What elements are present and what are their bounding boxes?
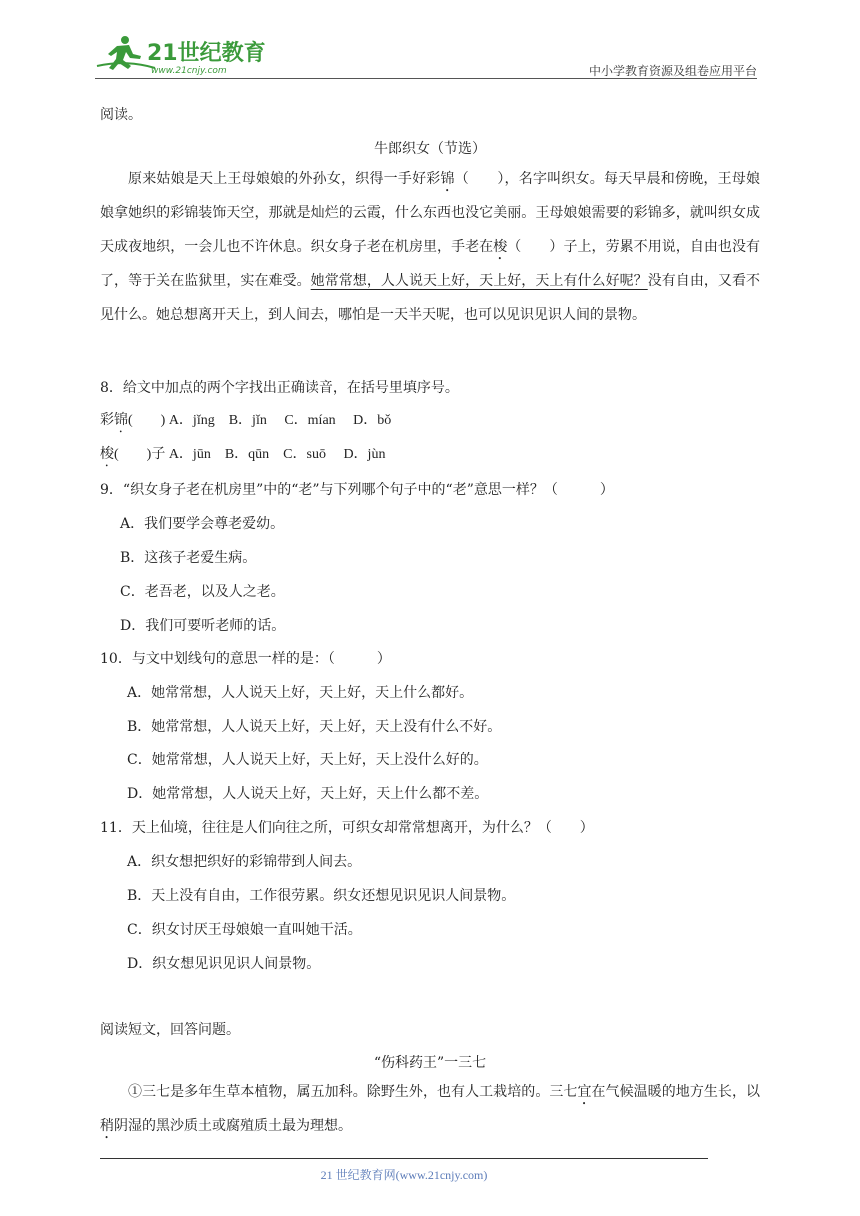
q9-option-c: C．老吾老，以及人之老。 xyxy=(120,584,285,600)
page-header xyxy=(95,32,757,78)
passage-text-3: （ ）子上，劳累不用说，自由也没有了，等于关在监狱里，实在难受。 xyxy=(100,239,761,289)
q10-option-d: D．她常常想，人人说天上好，天上好，天上什么都不差。 xyxy=(127,786,489,802)
platform-name: 中小学教育资源及组卷应用平台 xyxy=(588,64,757,78)
q9-option-d: D．我们可要听老师的话。 xyxy=(120,618,286,634)
q11-stem: 11．天上仙境，往往是人们向往之所，可织女却常常想离开，为什么？（ ） xyxy=(100,820,594,836)
reading1-intro: 阅读。 xyxy=(100,107,142,123)
q10-option-a: A．她常常想，人人说天上好，天上好，天上什么都好。 xyxy=(127,685,474,701)
q11-option-c: C．织女讨厌王母娘娘一直叫她干活。 xyxy=(127,922,362,938)
passage-text-4: 没有自由，又看不见什么。她总想离开天上，到人间去，哪怕是一天半天呢，也可以见识见识人间的景物。 xyxy=(100,273,761,323)
q8-line1-options: ( ) A．jǐng B．jǐn C．mían D．bǒ xyxy=(128,413,392,428)
dotted-char-jin: 锦 xyxy=(440,171,455,187)
passage2-text-2: 在气候温暖的地方生长，以 xyxy=(591,1084,760,1100)
reading1-passage xyxy=(100,162,760,332)
underlined-sentence: 她常常想，人人说天上好，天上好，天上有什么好呢？ xyxy=(310,273,648,289)
dotted-char-yi: 宜 xyxy=(577,1084,592,1100)
reading2-title: “伤科药王”一三七 xyxy=(373,1055,487,1071)
q8-line1-prefix: 彩 xyxy=(100,413,114,428)
q9-option-a: A．我们要学会尊老爱幼。 xyxy=(120,516,285,532)
q10-option-b: B．她常常想，人人说天上好，天上好，天上没有什么不好。 xyxy=(127,719,502,735)
header-divider xyxy=(95,78,757,79)
q10-option-c: C．她常常想，人人说天上好，天上好，天上没什么好的。 xyxy=(127,752,488,768)
q9-stem: 9．“织女身子老在机房里”中的“老”与下列哪个句子中的“老”意思一样？（ ） xyxy=(100,482,614,498)
passage-text-1: 原来姑娘是天上王母娘娘的外孙女，织得一手好彩 xyxy=(128,171,441,187)
logo-url: www.21cnjy.com xyxy=(151,66,227,76)
site-logo xyxy=(95,32,295,78)
q9-option-b: B．这孩子老爱生病。 xyxy=(120,550,257,566)
reading2-intro: 阅读短文，回答问题。 xyxy=(100,1022,240,1038)
q10-stem: 10．与文中划线句的意思一样的是：（ ） xyxy=(100,651,391,667)
q8-line1-dotted: 锦 xyxy=(114,413,128,428)
q11-option-b: B．天上没有自由，工作很劳累。织女还想见识见识人间景物。 xyxy=(127,888,516,904)
q8-line2-options: ( )子 A．jūn B．qūn C．suō D．jùn xyxy=(114,447,386,462)
footer-divider xyxy=(100,1158,708,1159)
q8-stem: 8．给文中加点的两个字找出正确读音，在括号里填序号。 xyxy=(100,380,459,396)
footer-link[interactable]: 21 世纪教育网(www.21cnjy.com) xyxy=(320,1168,488,1182)
passage2-text-1: ①三七是多年生草本植物，属五加科。除野生外，也有人工栽培的。三七 xyxy=(128,1084,578,1100)
q8-line2 xyxy=(100,443,385,470)
dotted-char-shao: 稍 xyxy=(100,1118,114,1134)
reading1-title: 牛郎织女（节选） xyxy=(374,141,486,157)
dotted-char-suo: 梭 xyxy=(493,239,508,255)
passage-text-2: （ ），名字叫织女。每天早晨和傍晚，王母娘娘拿她织的彩锦装饰天空，那就是灿烂的云霞，什么东西也没它美丽。王母娘娘需要的彩锦多，就叫织女成天成夜地织，一会儿也不许休息。织女身子老在机房里，手老在 xyxy=(100,171,761,255)
q8-line2-dotted: 梭 xyxy=(100,447,114,462)
q8-line1 xyxy=(100,409,391,436)
q11-option-a: A．织女想把织好的彩锦带到人间去。 xyxy=(127,854,362,870)
passage2-text-3: 阴湿的黑沙质土或腐殖质土最为理想。 xyxy=(114,1118,352,1134)
logo-text: 21世纪教育 xyxy=(147,41,266,66)
reading2-passage xyxy=(100,1075,760,1143)
q11-option-d: D．织女想见识见识人间景物。 xyxy=(127,956,321,972)
